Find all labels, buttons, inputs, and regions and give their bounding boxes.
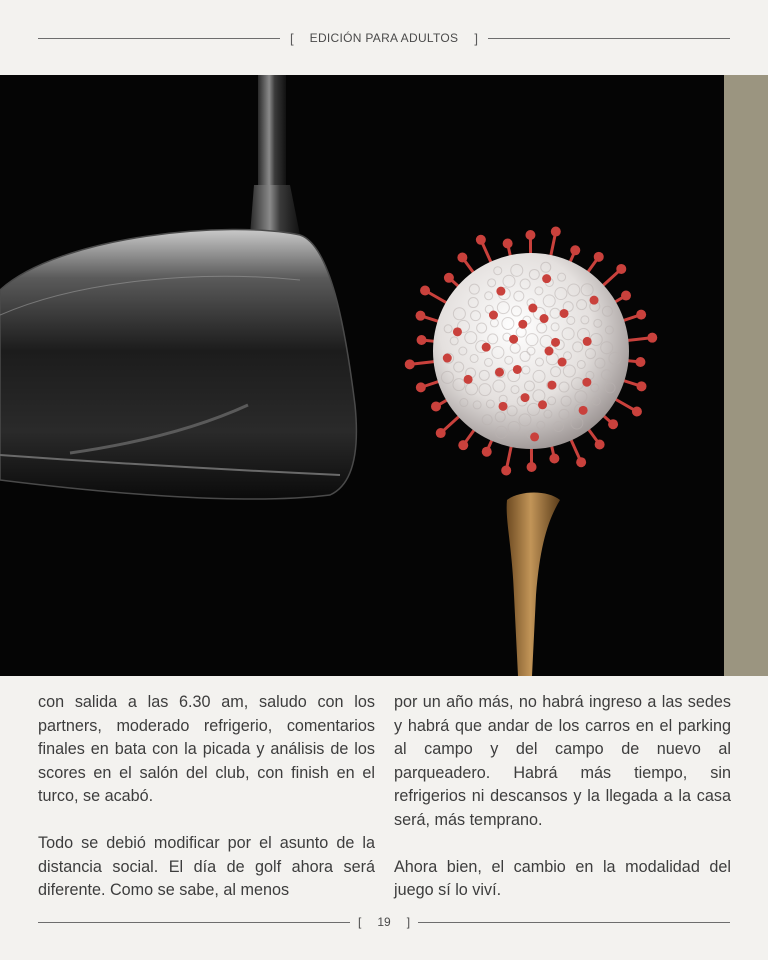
virus-spike-tip	[476, 235, 486, 245]
virus-surface-spike	[496, 287, 505, 296]
virus-surface-spike	[521, 393, 530, 402]
virus-spike-tip	[503, 239, 513, 249]
page-number: 19	[377, 915, 391, 929]
paragraph: por un año más, no habrá ingreso a las sedes y habrá que andar de los carros en el parking al campo y del campo de nuevo al parqueadero. Habrá más tiempo, sin refrigerios ni descansos y la llegada a la casa será, más temprano.	[394, 693, 731, 829]
footer-bracket-close: ]	[406, 915, 411, 929]
virus-spike-tip	[436, 428, 446, 438]
virus-surface-spike	[542, 274, 551, 283]
virus-spike-tip	[551, 227, 561, 237]
virus-surface-spike	[499, 402, 508, 411]
virus-surface-spike	[582, 378, 591, 387]
virus-spike-tip	[632, 407, 642, 417]
golf-driver-virus-illustration	[0, 75, 724, 676]
footer-bracket-open: [	[357, 915, 362, 929]
coronavirus-ball	[405, 227, 658, 476]
virus-spike-tip	[527, 462, 537, 472]
paragraph: Todo se debió modificar por el asunto de la distancia social. El día de golf ahora será diferente. Como se sabe, al menos	[38, 834, 375, 899]
virus-spike-tip	[457, 252, 467, 262]
virus-spike-tip	[594, 252, 604, 262]
article-column-right	[394, 691, 731, 926]
virus-spike-tip	[416, 311, 426, 321]
virus-surface-spike	[558, 358, 567, 367]
virus-surface-spike	[551, 338, 560, 347]
club-shaft	[250, 75, 300, 235]
virus-surface-spike	[453, 327, 462, 336]
virus-surface-spike	[518, 320, 527, 329]
footer-rule-left	[38, 922, 350, 923]
virus-surface-spike	[590, 296, 599, 305]
decorative-side-band	[724, 75, 768, 676]
virus-surface-spike	[489, 311, 498, 320]
virus-spike-tip	[635, 357, 645, 367]
feature-photo	[0, 75, 724, 676]
paragraph: Ahora bien, el cambio en la modalidad del juego sí lo viví.	[394, 857, 731, 899]
virus-surface-spike	[464, 375, 473, 384]
virus-spike-tip	[608, 419, 618, 429]
virus-surface-spike	[540, 314, 549, 323]
header-bracket-open: [	[290, 30, 294, 46]
virus-spike-tip	[576, 457, 586, 467]
golf-driver-head	[0, 230, 356, 500]
header-bracket-close: ]	[474, 30, 478, 46]
virus-surface-spike	[513, 365, 522, 374]
golf-tee	[507, 493, 560, 677]
virus-surface-spike	[530, 432, 539, 441]
virus-spike-tip	[616, 264, 626, 274]
footer-rule-right	[418, 922, 730, 923]
page-footer	[38, 910, 730, 934]
virus-spike-tip	[595, 440, 605, 450]
virus-spike-tip	[549, 453, 559, 463]
section-header	[38, 26, 730, 50]
virus-spike-tip	[570, 245, 580, 255]
virus-spike-tip	[417, 335, 427, 345]
virus-surface-spike	[560, 309, 569, 318]
virus-spike-tip	[416, 382, 426, 392]
virus-spike-tip	[647, 333, 657, 343]
virus-surface-spike	[509, 335, 518, 344]
section-title: EDICIÓN PARA ADULTOS	[309, 31, 459, 45]
virus-spike-tip	[525, 230, 535, 240]
virus-surface-spike	[528, 304, 537, 313]
virus-spike-tip	[636, 381, 646, 391]
paragraph: con salida a las 6.30 am, saludo con los partners, moderado refrigerio, comentarios finales en bata con la picada y análisis de los scores en el salón del club, con finish en el turco, se acabó.	[38, 693, 375, 805]
virus-surface-spike	[482, 343, 491, 352]
header-rule-right	[488, 38, 730, 39]
virus-spike-tip	[482, 447, 492, 457]
article-column-left	[38, 691, 375, 926]
virus-surface-spike	[443, 354, 452, 363]
virus-surface-spike	[583, 337, 592, 346]
virus-surface-spike	[538, 400, 547, 409]
virus-spike-tip	[636, 310, 646, 320]
virus-surface-spike	[545, 347, 554, 356]
virus-spike-tip	[420, 285, 430, 295]
virus-spike-tip	[621, 291, 631, 301]
header-rule-left	[38, 38, 280, 39]
virus-spike-tip	[458, 440, 468, 450]
virus-surface-spike	[579, 406, 588, 415]
virus-spike-tip	[444, 273, 454, 283]
virus-spike-tip	[431, 401, 441, 411]
virus-surface-spike	[495, 368, 504, 377]
virus-spike-tip	[405, 359, 415, 369]
virus-spike-tip	[501, 465, 511, 475]
virus-surface-spike	[547, 381, 556, 390]
